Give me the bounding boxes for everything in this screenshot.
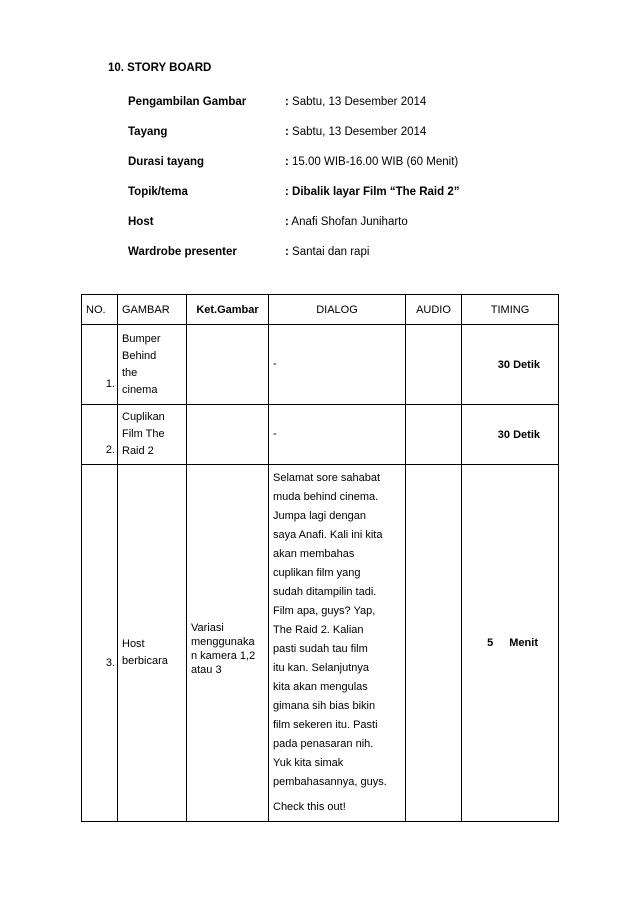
col-header-gambar: GAMBAR — [118, 295, 187, 325]
meta-value — [285, 245, 369, 259]
gambar-line: Raid 2 — [122, 445, 154, 457]
meta-label: Wardrobe presenter — [128, 246, 237, 258]
col-header-dialog: DIALOG — [269, 295, 406, 325]
dialog-line: Jumpa lagi dengan — [273, 510, 366, 522]
dialog-line: film sekeren itu. Pasti — [273, 719, 378, 731]
storyboard-table — [81, 294, 559, 822]
dialog-line: - — [273, 428, 277, 440]
timing-cell — [462, 465, 559, 822]
meta-value — [285, 95, 426, 109]
dialog-line: sudah ditampilin tadi. — [273, 586, 377, 598]
meta-value-text: Dibalik layar Film “The Raid 2” — [288, 186, 460, 198]
dialog-line: Film apa, guys? Yap, — [273, 605, 376, 617]
row-number: 3. — [82, 465, 118, 822]
timing-number: 5 — [487, 637, 494, 649]
meta-label: Durasi tayang — [128, 156, 205, 168]
meta-value-text: 15.00 WIB-16.00 WIB (60 Menit) — [288, 156, 459, 168]
meta-value — [285, 215, 408, 229]
row-number: 2. — [82, 405, 118, 465]
meta-colon: : — [285, 126, 289, 138]
meta-label: Host — [128, 216, 154, 228]
table-header-row — [82, 295, 559, 325]
dialog-line: The Raid 2. Kalian — [273, 624, 364, 636]
meta-colon: : — [285, 156, 289, 168]
gambar-cell — [118, 325, 187, 405]
meta-value — [285, 125, 426, 139]
dialog-line: kita akan mengulas — [273, 681, 368, 693]
ket-line: atau 3 — [191, 664, 222, 676]
dialog-line: Selamat sore sahabat — [273, 472, 381, 484]
gambar-line: Behind — [122, 349, 157, 362]
gambar-cell — [118, 465, 187, 822]
dialog-line: itu kan. Selanjutnya — [273, 662, 370, 674]
dialog-line: akan membahas — [273, 548, 355, 560]
ket-gambar-cell — [187, 405, 269, 465]
dialog-line: muda behind cinema. — [273, 491, 379, 503]
gambar-line: Host — [122, 638, 145, 650]
ket-line: n kamera 1,2 — [191, 650, 256, 662]
dialog-cell — [269, 405, 406, 465]
meta-value-text: Anafi Shofan Juniharto — [288, 216, 408, 228]
gambar-line: berbicara — [122, 655, 168, 667]
col-header-timing: TIMING — [462, 295, 559, 325]
section-heading: 10. STORY BOARD — [108, 62, 212, 74]
gambar-cell — [118, 405, 187, 465]
col-header-no: NO. — [82, 295, 118, 325]
dialog-cell — [269, 325, 406, 405]
gambar-line: cinema — [122, 383, 158, 396]
timing-unit: Menit — [509, 637, 538, 649]
dialog-line: gimana sih bias bikin — [273, 700, 376, 712]
meta-value — [285, 155, 458, 169]
dialog-line: pembahasannya, guys. — [273, 776, 387, 788]
table-row — [82, 325, 559, 405]
ket-gambar-cell — [187, 325, 269, 405]
audio-cell — [406, 465, 462, 822]
dialog-line: - — [273, 358, 277, 370]
meta-value — [285, 185, 459, 199]
meta-colon: : — [285, 246, 289, 258]
gambar-line: Bumper — [122, 332, 161, 345]
dialog-line: Yuk kita simak — [273, 757, 344, 769]
meta-label: Tayang — [128, 126, 168, 138]
dialog-cell — [269, 465, 406, 822]
meta-colon: : — [285, 96, 289, 108]
timing-cell: 30 Detik — [462, 325, 559, 405]
meta-value-text: Sabtu, 13 Desember 2014 — [288, 126, 427, 138]
meta-label: Topik/tema — [128, 186, 188, 198]
gambar-line: the — [122, 366, 138, 379]
col-header-audio: AUDIO — [406, 295, 462, 325]
ket-line: menggunaka — [191, 636, 255, 648]
gambar-line: Cuplikan — [122, 411, 165, 423]
meta-colon: : — [285, 186, 289, 198]
dialog-line: pasti sudah tau film — [273, 643, 368, 655]
table-row — [82, 465, 559, 822]
dialog-line: pada penasaran nih. — [273, 738, 374, 750]
dialog-closing-line: Check this out! — [273, 801, 346, 813]
meta-value-text: Santai dan rapi — [288, 246, 370, 258]
col-header-ket-gambar: Ket.Gambar — [187, 295, 269, 325]
timing-cell: 30 Detik — [462, 405, 559, 465]
audio-cell — [406, 405, 462, 465]
ket-line: Variasi — [191, 622, 224, 634]
meta-label: Pengambilan Gambar — [128, 96, 247, 108]
dialog-line: saya Anafi. Kali ini kita — [273, 529, 383, 541]
gambar-line: Film The — [122, 428, 165, 440]
ket-gambar-cell — [187, 465, 269, 822]
dialog-line: cuplikan film yang — [273, 567, 361, 579]
meta-colon: : — [285, 216, 289, 228]
table-row — [82, 405, 559, 465]
row-number: 1. — [82, 325, 118, 405]
audio-cell — [406, 325, 462, 405]
meta-value-text: Sabtu, 13 Desember 2014 — [288, 96, 427, 108]
